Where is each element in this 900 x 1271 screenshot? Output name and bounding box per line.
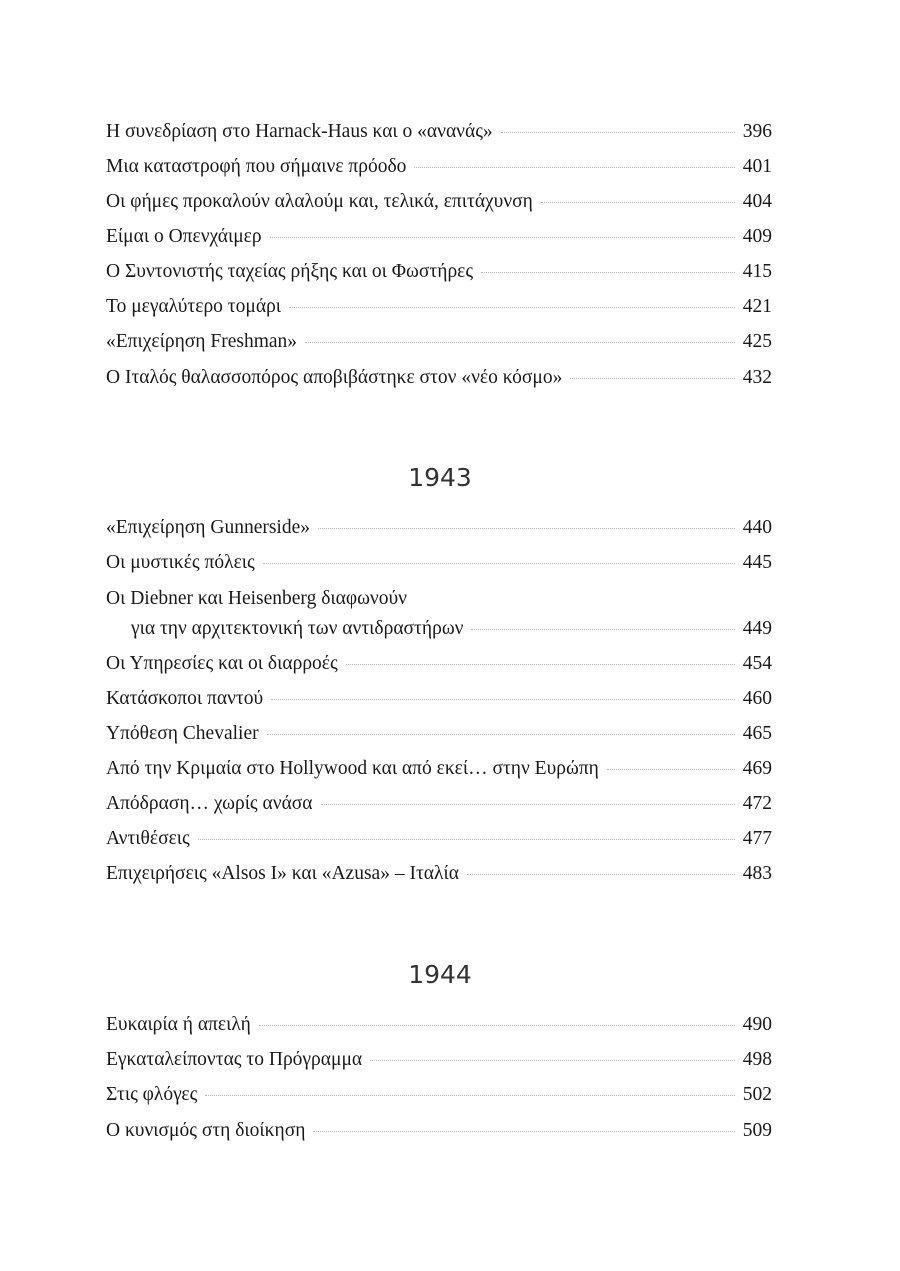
entry-page: 469: [742, 758, 772, 779]
dot-leader: [370, 1060, 735, 1061]
dot-leader: [321, 804, 735, 805]
entry-page: 477: [742, 828, 772, 849]
entry-page: 404: [742, 191, 772, 212]
toc-entry: [106, 687, 772, 711]
entry-page: 454: [742, 653, 772, 674]
entry-title: Είμαι ο Οπενχάιμερ: [106, 226, 262, 247]
entry-title: Υπόθεση Chevalier: [106, 723, 259, 744]
toc-entry: [106, 120, 772, 144]
entry-title: Κατάσκοποι παντού: [106, 688, 264, 709]
dot-leader: [607, 769, 735, 770]
entry-title: «Επιχείρηση Freshman»: [106, 331, 298, 352]
dot-leader: [346, 664, 735, 665]
dot-leader: [501, 132, 735, 133]
entry-page: 401: [742, 156, 772, 177]
entry-title: Οι μυστικές πόλεις: [106, 552, 255, 573]
dot-leader: [259, 1025, 735, 1026]
entry-page: 445: [742, 552, 772, 573]
dot-leader: [467, 874, 735, 875]
entry-title: Ο Ιταλός θαλασσοπόρος αποβιβάστηκε στον «νέο κόσμο»: [106, 367, 563, 388]
dot-leader: [270, 237, 735, 238]
entry-page: 449: [742, 618, 772, 639]
entry-title: Στις φλόγες: [106, 1084, 198, 1105]
entry-title: Ο κυνισμός στη διοίκηση: [106, 1120, 306, 1141]
dot-leader: [271, 699, 735, 700]
dot-leader: [305, 342, 735, 343]
dot-leader: [414, 167, 734, 168]
toc-entry: [106, 366, 772, 390]
entry-page: 502: [742, 1084, 772, 1105]
entry-page: 432: [742, 367, 772, 388]
toc-entry: [106, 1048, 772, 1072]
entry-page: 409: [742, 226, 772, 247]
entry-title: Εγκαταλείποντας το Πρόγραμμα: [106, 1049, 363, 1070]
entry-title: Ευκαιρία ή απειλή: [106, 1014, 251, 1035]
entry-page: 415: [742, 261, 772, 282]
entry-title-line1: Οι Diebner και Heisenberg διαφωνούν: [106, 588, 407, 609]
dot-leader: [198, 839, 735, 840]
section-heading-1944: 1944: [408, 960, 472, 989]
toc-entry: [106, 1083, 772, 1107]
toc-entry: [106, 330, 772, 354]
toc-entry: [106, 155, 772, 179]
entry-title: Επιχειρήσεις «Alsos I» και «Azusa» – Ιταλία: [106, 863, 459, 884]
toc-entry: [106, 295, 772, 319]
toc-entry: [106, 652, 772, 676]
toc-entry: [106, 190, 772, 214]
toc-entry: [106, 551, 772, 575]
dot-leader: [481, 272, 735, 273]
entry-title-line2: για την αρχιτεκτονική των αντιδραστήρων: [131, 618, 464, 639]
toc-entry: [106, 1013, 772, 1037]
toc-entry: [106, 757, 772, 781]
dot-leader: [289, 307, 735, 308]
dot-leader: [205, 1095, 734, 1096]
entry-title: Το μεγαλύτερο τομάρι: [106, 296, 282, 317]
entry-title: Ο Συντονιστής ταχείας ρήξης και οι Φωστήρες: [106, 261, 474, 282]
entry-title: Απόδραση… χωρίς ανάσα: [106, 793, 313, 814]
toc-entry: [131, 617, 772, 641]
entry-page: 465: [742, 723, 772, 744]
entry-page: 483: [742, 863, 772, 884]
entry-title: Αντιθέσεις: [106, 828, 190, 849]
entry-page: 440: [742, 517, 772, 538]
entry-page: 472: [742, 793, 772, 814]
entry-title: «Επιχείρηση Gunnerside»: [106, 517, 310, 538]
toc-entry: [106, 1119, 772, 1143]
entry-title: Μια καταστροφή που σήμαινε πρόοδο: [106, 156, 407, 177]
dot-leader: [313, 1131, 734, 1132]
entry-page: 421: [742, 296, 772, 317]
entry-title: Από την Κριμαία στο Hollywood και από εκεί… στην Ευρώπη: [106, 758, 599, 779]
toc-entry: [106, 827, 772, 851]
entry-title: Οι Υπηρεσίες και οι διαρροές: [106, 653, 338, 674]
entry-page: 490: [742, 1014, 772, 1035]
dot-leader: [570, 378, 734, 379]
dot-leader: [267, 734, 735, 735]
dot-leader: [471, 629, 734, 630]
dot-leader: [263, 563, 735, 564]
entry-page: 509: [742, 1120, 772, 1141]
toc-entry: [106, 516, 772, 540]
dot-leader: [541, 202, 735, 203]
entry-page: 460: [742, 688, 772, 709]
dot-leader: [318, 528, 735, 529]
entry-title: Οι φήμες προκαλούν αλαλούμ και, τελικά, επιτάχυνση: [106, 191, 533, 212]
toc-entry: [106, 862, 772, 886]
entry-page: 498: [742, 1049, 772, 1070]
entry-page: 396: [742, 121, 772, 142]
toc-entry: [106, 225, 772, 249]
toc-entry: [106, 722, 772, 746]
entry-page: 425: [742, 331, 772, 352]
section-heading-1943: 1943: [408, 463, 472, 492]
toc-entry: [106, 260, 772, 284]
toc-entry: [106, 792, 772, 816]
entry-title: Η συνεδρίαση στο Harnack-Haus και ο «ανανάς»: [106, 121, 493, 142]
